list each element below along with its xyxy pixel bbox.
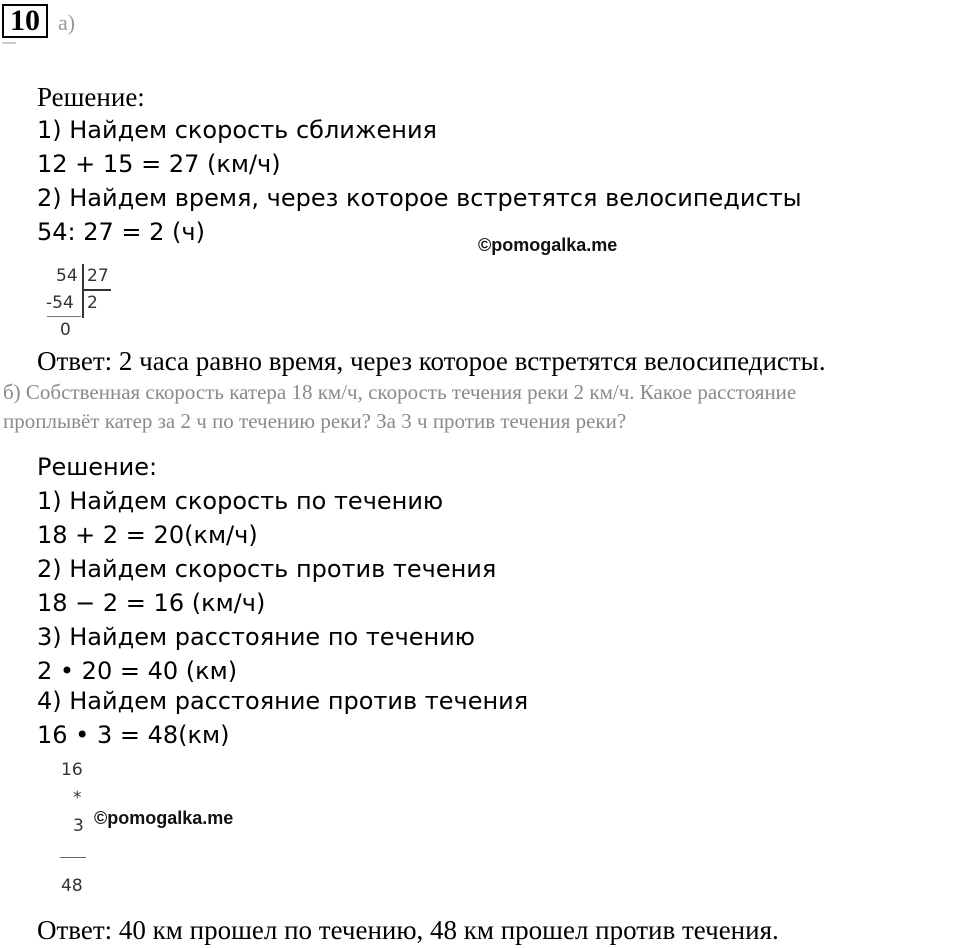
watermark-b: ©pomogalka.me [94,808,234,828]
step-a-2: 12 + 15 = 27 (км/ч) [37,150,281,178]
step-b-8: 16 • 3 = 48(км) [37,721,230,749]
mult-bottom: 3 [73,816,84,836]
step-b-6: 2 • 20 = 40 (км) [37,657,238,685]
step-b-4: 18 − 2 = 16 (км/ч) [37,589,266,617]
decorative-tick [2,42,16,44]
task-b-line-1: б) Собственная скорость катера 18 км/ч, скорость течения реки 2 км/ч. Какое расстояние [3,380,797,404]
step-b-1: 1) Найдем скорость по течению [37,487,444,515]
solution-heading-b: Решение: [37,453,158,481]
answer-b: Ответ: 40 км прошел по течению, 48 км прошел против течения. [37,915,779,945]
division-dividend: 54 [56,266,78,286]
division-divisor: 27 [87,266,109,286]
solution-heading-a: Решение: [37,82,145,112]
step-b-7: 4) Найдем расстояние против течения [37,687,529,715]
division-divisor-line [82,289,111,291]
division-subtrahend: -54 [46,293,74,313]
mult-top: 16 [61,760,83,780]
division-vertical-line [82,264,84,318]
task-b-line-2: проплывёт катер за 2 ч по течению реки? За 3 ч против течения реки? [3,409,627,433]
step-b-3: 2) Найдем скорость против течения [37,555,497,583]
answer-a: Ответ: 2 часа равно время, через которое встретятся велосипедисты. [37,346,826,376]
part-a-label: а) [58,10,76,35]
mult-result-line [60,857,86,858]
mult-operator: * [73,788,82,808]
step-a-3: 2) Найдем время, через которое встретятся велосипедисты [37,184,802,212]
step-b-5: 3) Найдем расстояние по течению [37,623,476,651]
watermark-a: ©pomogalka.me [478,235,618,255]
step-b-2: 18 + 2 = 20(км/ч) [37,521,258,549]
mult-result: 48 [61,876,83,896]
division-result-line [47,316,81,317]
step-a-1: 1) Найдем скорость сближения [37,116,437,144]
division-quotient: 2 [87,293,98,313]
exercise-number: 10 [2,4,48,38]
step-a-4: 54: 27 = 2 (ч) [37,218,205,246]
division-remainder: 0 [60,320,71,340]
